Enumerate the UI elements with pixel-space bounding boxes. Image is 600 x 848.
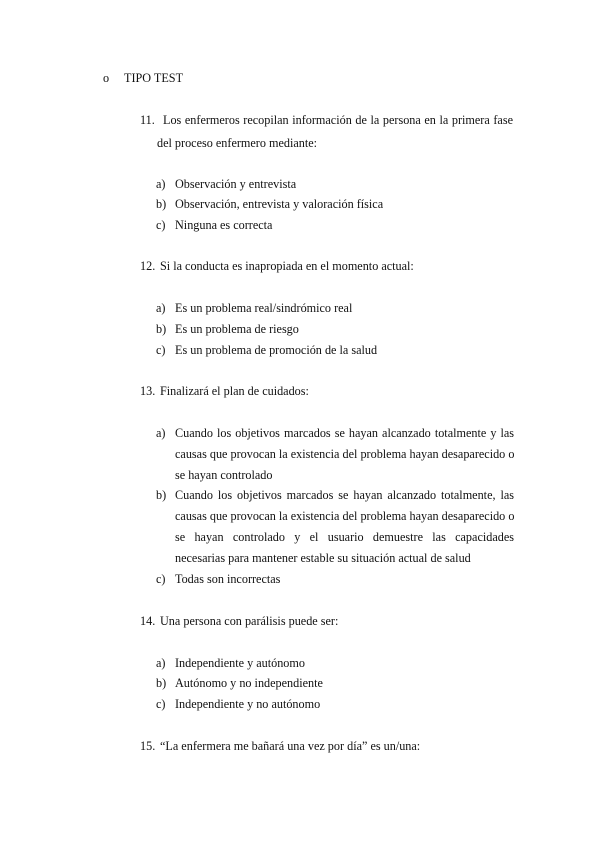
option-letter: c) — [156, 572, 166, 586]
option-text: Independiente y no autónomo — [175, 697, 321, 711]
question-text-line: Una persona con parálisis puede ser: — [160, 614, 339, 628]
option-letter: a) — [156, 301, 166, 315]
option-letter: a) — [156, 426, 166, 440]
question-text-line: Los enfermeros recopilan información de la persona en la primera fase — [163, 113, 513, 127]
option-text: se hayan controlado y el usuario demuestre las capacidades — [175, 530, 514, 544]
option-letter: b) — [156, 676, 167, 690]
option-letter: a) — [156, 656, 166, 670]
question-number: 14. — [140, 614, 156, 628]
question-number: 15. — [140, 739, 156, 753]
question-text-line: Finalizará el plan de cuidados: — [160, 384, 309, 398]
option-letter: b) — [156, 322, 167, 336]
option-letter: c) — [156, 343, 166, 357]
option-text: Ninguna es correcta — [175, 218, 273, 232]
option-letter: b) — [156, 488, 167, 502]
option-text: Independiente y autónomo — [175, 656, 305, 670]
question-number: 11. — [140, 113, 155, 127]
option-text: causas que provocan la existencia del problema hayan desaparecido o — [175, 447, 515, 461]
option-text: necesarias para mantener estable su situación actual de salud — [175, 551, 471, 565]
option-text: se hayan controlado — [175, 468, 273, 482]
option-text: Todas son incorrectas — [175, 572, 281, 586]
question-text-line: del proceso enfermero mediante: — [157, 136, 318, 150]
option-text: Autónomo y no independiente — [175, 676, 323, 690]
question-text-line: “La enfermera me bañará una vez por día” es un/una: — [160, 739, 421, 753]
option-text: Observación, entrevista y valoración física — [175, 197, 384, 211]
option-letter: c) — [156, 697, 166, 711]
section-title: TIPO TEST — [124, 71, 184, 85]
option-text: Es un problema de promoción de la salud — [175, 343, 378, 357]
option-text: Cuando los objetivos marcados se hayan alcanzado totalmente, las — [175, 488, 514, 502]
question-text-line: Si la conducta es inapropiada en el momento actual: — [160, 259, 414, 273]
section-bullet: o — [103, 71, 110, 85]
option-text: Es un problema real/sindrómico real — [175, 301, 353, 315]
option-letter: c) — [156, 218, 166, 232]
option-text: Cuando los objetivos marcados se hayan alcanzado totalmente y las — [175, 426, 514, 440]
option-text: Observación y entrevista — [175, 177, 297, 191]
option-text: causas que provocan la existencia del problema hayan desaparecido o — [175, 509, 515, 523]
option-letter: a) — [156, 177, 166, 191]
question-number: 12. — [140, 259, 156, 273]
option-letter: b) — [156, 197, 167, 211]
question-number: 13. — [140, 384, 156, 398]
option-text: Es un problema de riesgo — [175, 322, 299, 336]
